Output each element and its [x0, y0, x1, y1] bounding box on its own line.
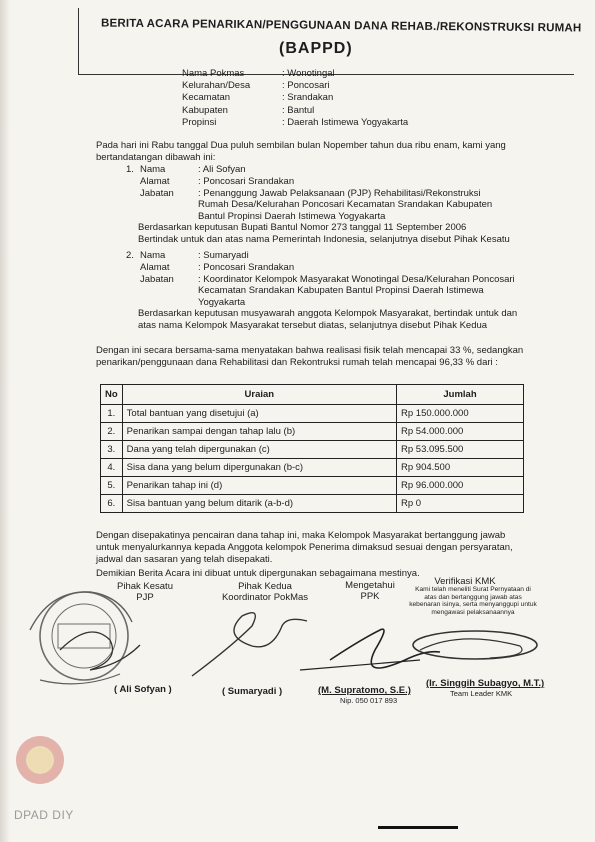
footer-mark: [378, 826, 458, 829]
signatory-pjp: Pihak Kesatu PJP: [117, 581, 173, 603]
table-row: 5. Penarikan tahap ini (d) Rp 96.000.000: [101, 477, 524, 495]
dpad-watermark: DPAD DIY: [14, 808, 74, 822]
party-number: 2.: [126, 250, 134, 261]
column-header-no: No: [101, 385, 123, 405]
signatory-ppk-nip: Nip. 050 017 893: [340, 696, 398, 705]
signatory-ppk-name: (M. Supratomo, S.E.): [318, 685, 411, 696]
document-subtitle: (BAPPD): [279, 40, 353, 57]
identity-row: Kelurahan/Desa : Poncosari: [182, 80, 330, 92]
kmk-verification-note: Kami telah meneliti Surat Pernyataan di atas dan bertanggung jawab atas kebenaran isinya, serta menyanggupi untuk mengawasi pelaksanaannya: [409, 586, 537, 616]
dpad-emblem: [16, 736, 64, 784]
identity-row: Kabupaten : Bantul: [182, 104, 315, 116]
identity-row: Kecamatan : Srandakan: [182, 92, 334, 104]
table-row: 3. Dana yang telah dipergunakan (c) Rp 53.095.500: [101, 441, 524, 459]
party-one-representation: Bertindak untuk dan atas nama Pemerintah Indonesia, selanjutnya disebut Pihak Kesatu: [138, 234, 510, 245]
party-one: 1. Nama : Ali Sofyan Alamat : Poncosari Srandakan Jabatan : Penanggung Jawab Pelaksanaan (PJP) Rehabilitasi/Rekonstruksi Rumah Desa/Kelurahan Poncosari Kecamatan Srandakan Kabupaten Bantul Propinsi Daerah Istimewa Yogyakarta: [126, 164, 493, 223]
signatory-pjp-name: ( Ali Sofyan ): [114, 684, 172, 695]
identity-row: Nama Pokmas : Wonotingal: [182, 68, 335, 79]
disbursement-paragraph: Dengan disepakatinya pencairan dana tahap ini, maka Kelompok Masyarakat bertanggung jawab untuk menyalurkannya kepada Anggota kelompok Penerima dimaksud sesuai dengan persyaratan, jadwal dan sasaran yang telah disepakati.: [96, 530, 513, 565]
table-row: 4. Sisa dana yang belum dipergunakan (b-c) Rp 904.500: [101, 459, 524, 477]
signature-pokmas: [192, 613, 307, 676]
party-one-decree: Berdasarkan keputusan Bupati Bantul Nomor 273 tanggal 11 September 2006: [138, 222, 467, 233]
party-two-decree: Berdasarkan keputusan musyawarah anggota Kelompok Masyarakat, bertindak untuk dan atas nama Kelompok Masyarakat tersebut diatas, selanjutnya disebut Pihak Kedua: [138, 308, 518, 331]
intro-paragraph: Pada hari ini Rabu tanggal Dua puluh sembilan bulan Nopember tahun dua ribu enam, kami yang bertandatangan dibawah ini:: [96, 140, 506, 163]
signatory-kmk-name: (Ir. Singgih Subagyo, M.T.): [426, 678, 545, 689]
signatory-pokmas: Pihak Kedua Koordinator PokMas: [221, 581, 309, 603]
village-stamp: [30, 592, 132, 684]
party-number: 1.: [126, 164, 134, 175]
closing-paragraph: Demikian Berita Acara ini dibuat untuk dipergunakan sebagaimana mestinya.: [96, 568, 420, 579]
identity-row: Propinsi : Daerah Istimewa Yogyakarta: [182, 116, 409, 128]
signatory-kmk-title: Team Leader KMK: [450, 689, 513, 698]
column-header-jumlah: Jumlah: [397, 385, 524, 405]
column-header-uraian: Uraian: [122, 385, 396, 405]
signatory-ppk: Mengetahui PPK: [345, 580, 395, 602]
party-two: 2. Nama : Sumaryadi Alamat : Poncosari Srandakan Jabatan : Koordinator Kelompok Masyarakat Wonotingal Desa/Kelurahan Poncosari Kecamatan Srandakan Kabupaten Bantul Propinsi Daerah Istimewa Yogyakarta: [126, 250, 515, 309]
signatory-pokmas-name: ( Sumaryadi ): [222, 686, 283, 697]
document-title: BERITA ACARA PENARIKAN/PENGGUNAAN DANA REHAB./REKONSTRUKSI RUMAH: [100, 17, 582, 35]
progress-paragraph: Dengan ini secara bersama-sama menyatakan bahwa realisasi fisik telah mencapai 33 %, sedangkan penarikan/penggunaan dana Rehabilitasi dan Rekontruksi rumah telah mencapai 96,33 % dari :: [96, 345, 524, 368]
signatory-kmk: Verifikasi KMK: [434, 576, 496, 587]
table-row: 2. Penarikan sampai dengan tahap lalu (b) Rp 54.000.000: [101, 423, 524, 441]
table-row: 6. Sisa bantuan yang belum ditarik (a-b-d) Rp 0: [101, 495, 524, 513]
table-row: 1. Total bantuan yang disetujui (a) Rp 150.000.000: [101, 405, 524, 423]
